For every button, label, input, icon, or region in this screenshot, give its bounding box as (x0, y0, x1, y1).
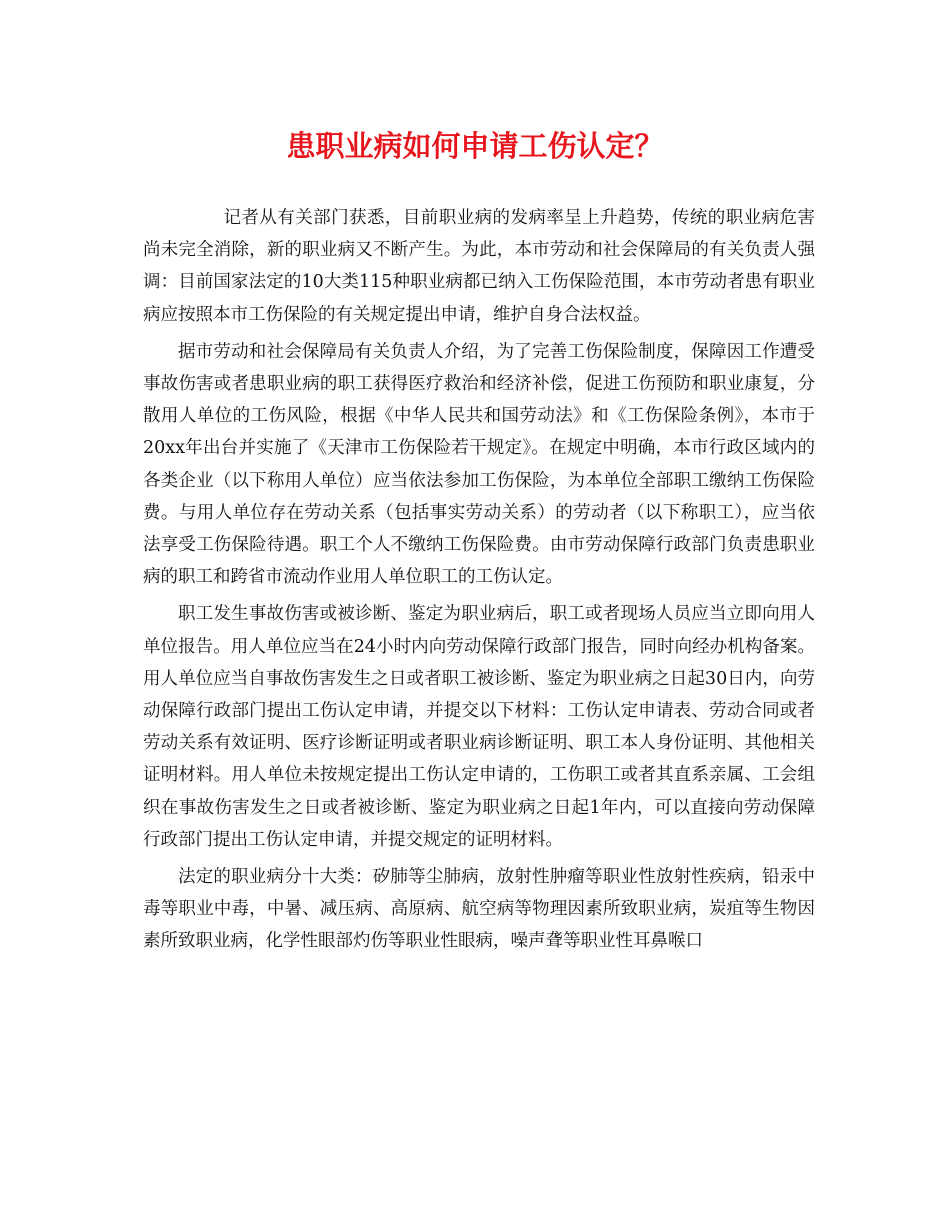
paragraph-4: 法定的职业病分十大类：矽肺等尘肺病，放射性肿瘤等职业性放射性疾病，铅汞中毒等职业中毒，中暑、减压病、高原病、航空病等物理因素所致职业病，炭疽等生物因素所致职业病，化学性眼部灼伤等职业性眼病，噪声聋等职业性耳鼻喉口 (143, 867, 815, 952)
document-title: 患职业病如何申请工伤认定？ (286, 129, 664, 163)
paragraph-2: 据市劳动和社会保障局有关负责人介绍，为了完善工伤保险制度，保障因工作遭受事故伤害或者患职业病的职工获得医疗救治和经济补偿，促进工伤预防和职业康复，分散用人单位的工伤风险，根据《中华人民共和国劳动法》和《工伤保险条例》，本市于20xx年出台并实施了《天津市工伤保险若干规定》。在规定中明确，本市行政区域内的各类企业（以下称用人单位）应当依法参加工伤保险，为本单位全部职工缴纳工伤保险费。与用人单位存在劳动关系（包括事实劳动关系）的劳动者（以下称职工），应当依法享受工伤保险待遇。职工个人不缴纳工伤保险费。由市劳动保障行政部门负责患职业病的职工和跨省市流动作业用人单位职工的工伤认定。 (143, 341, 815, 588)
paragraph-1: 记者从有关部门获悉，目前职业病的发病率呈上升趋势，传统的职业病危害尚未完全消除，新的职业病又不断产生。为此，本市劳动和社会保障局的有关负责人强调：目前国家法定的10大类115种职业病都已纳入工伤保险范围，本市劳动者患有职业病应按照本市工伤保险的有关规定提出申请，维护自身合法权益。 (143, 208, 815, 325)
document-body (143, 202, 815, 963)
paragraph-3: 职工发生事故伤害或被诊断、鉴定为职业病后，职工或者现场人员应当立即向用人单位报告。用人单位应当在24小时内向劳动保障行政部门报告，同时向经办机构备案。用人单位应当自事故伤害发生之日或者职工被诊断、鉴定为职业病之日起30日内，向劳动保障行政部门提出工伤认定申请，并提交以下材料：工伤认定申请表、劳动合同或者劳动关系有效证明、医疗诊断证明或者职业病诊断证明、职工本人身份证明、其他相关证明材料。用人单位未按规定提出工伤认定申请的，工伤职工或者其直系亲属、工会组织在事故伤害发生之日或者被诊断、鉴定为职业病之日起1年内，可以直接向劳动保障行政部门提出工伤认定申请，并提交规定的证明材料。 (143, 604, 815, 850)
